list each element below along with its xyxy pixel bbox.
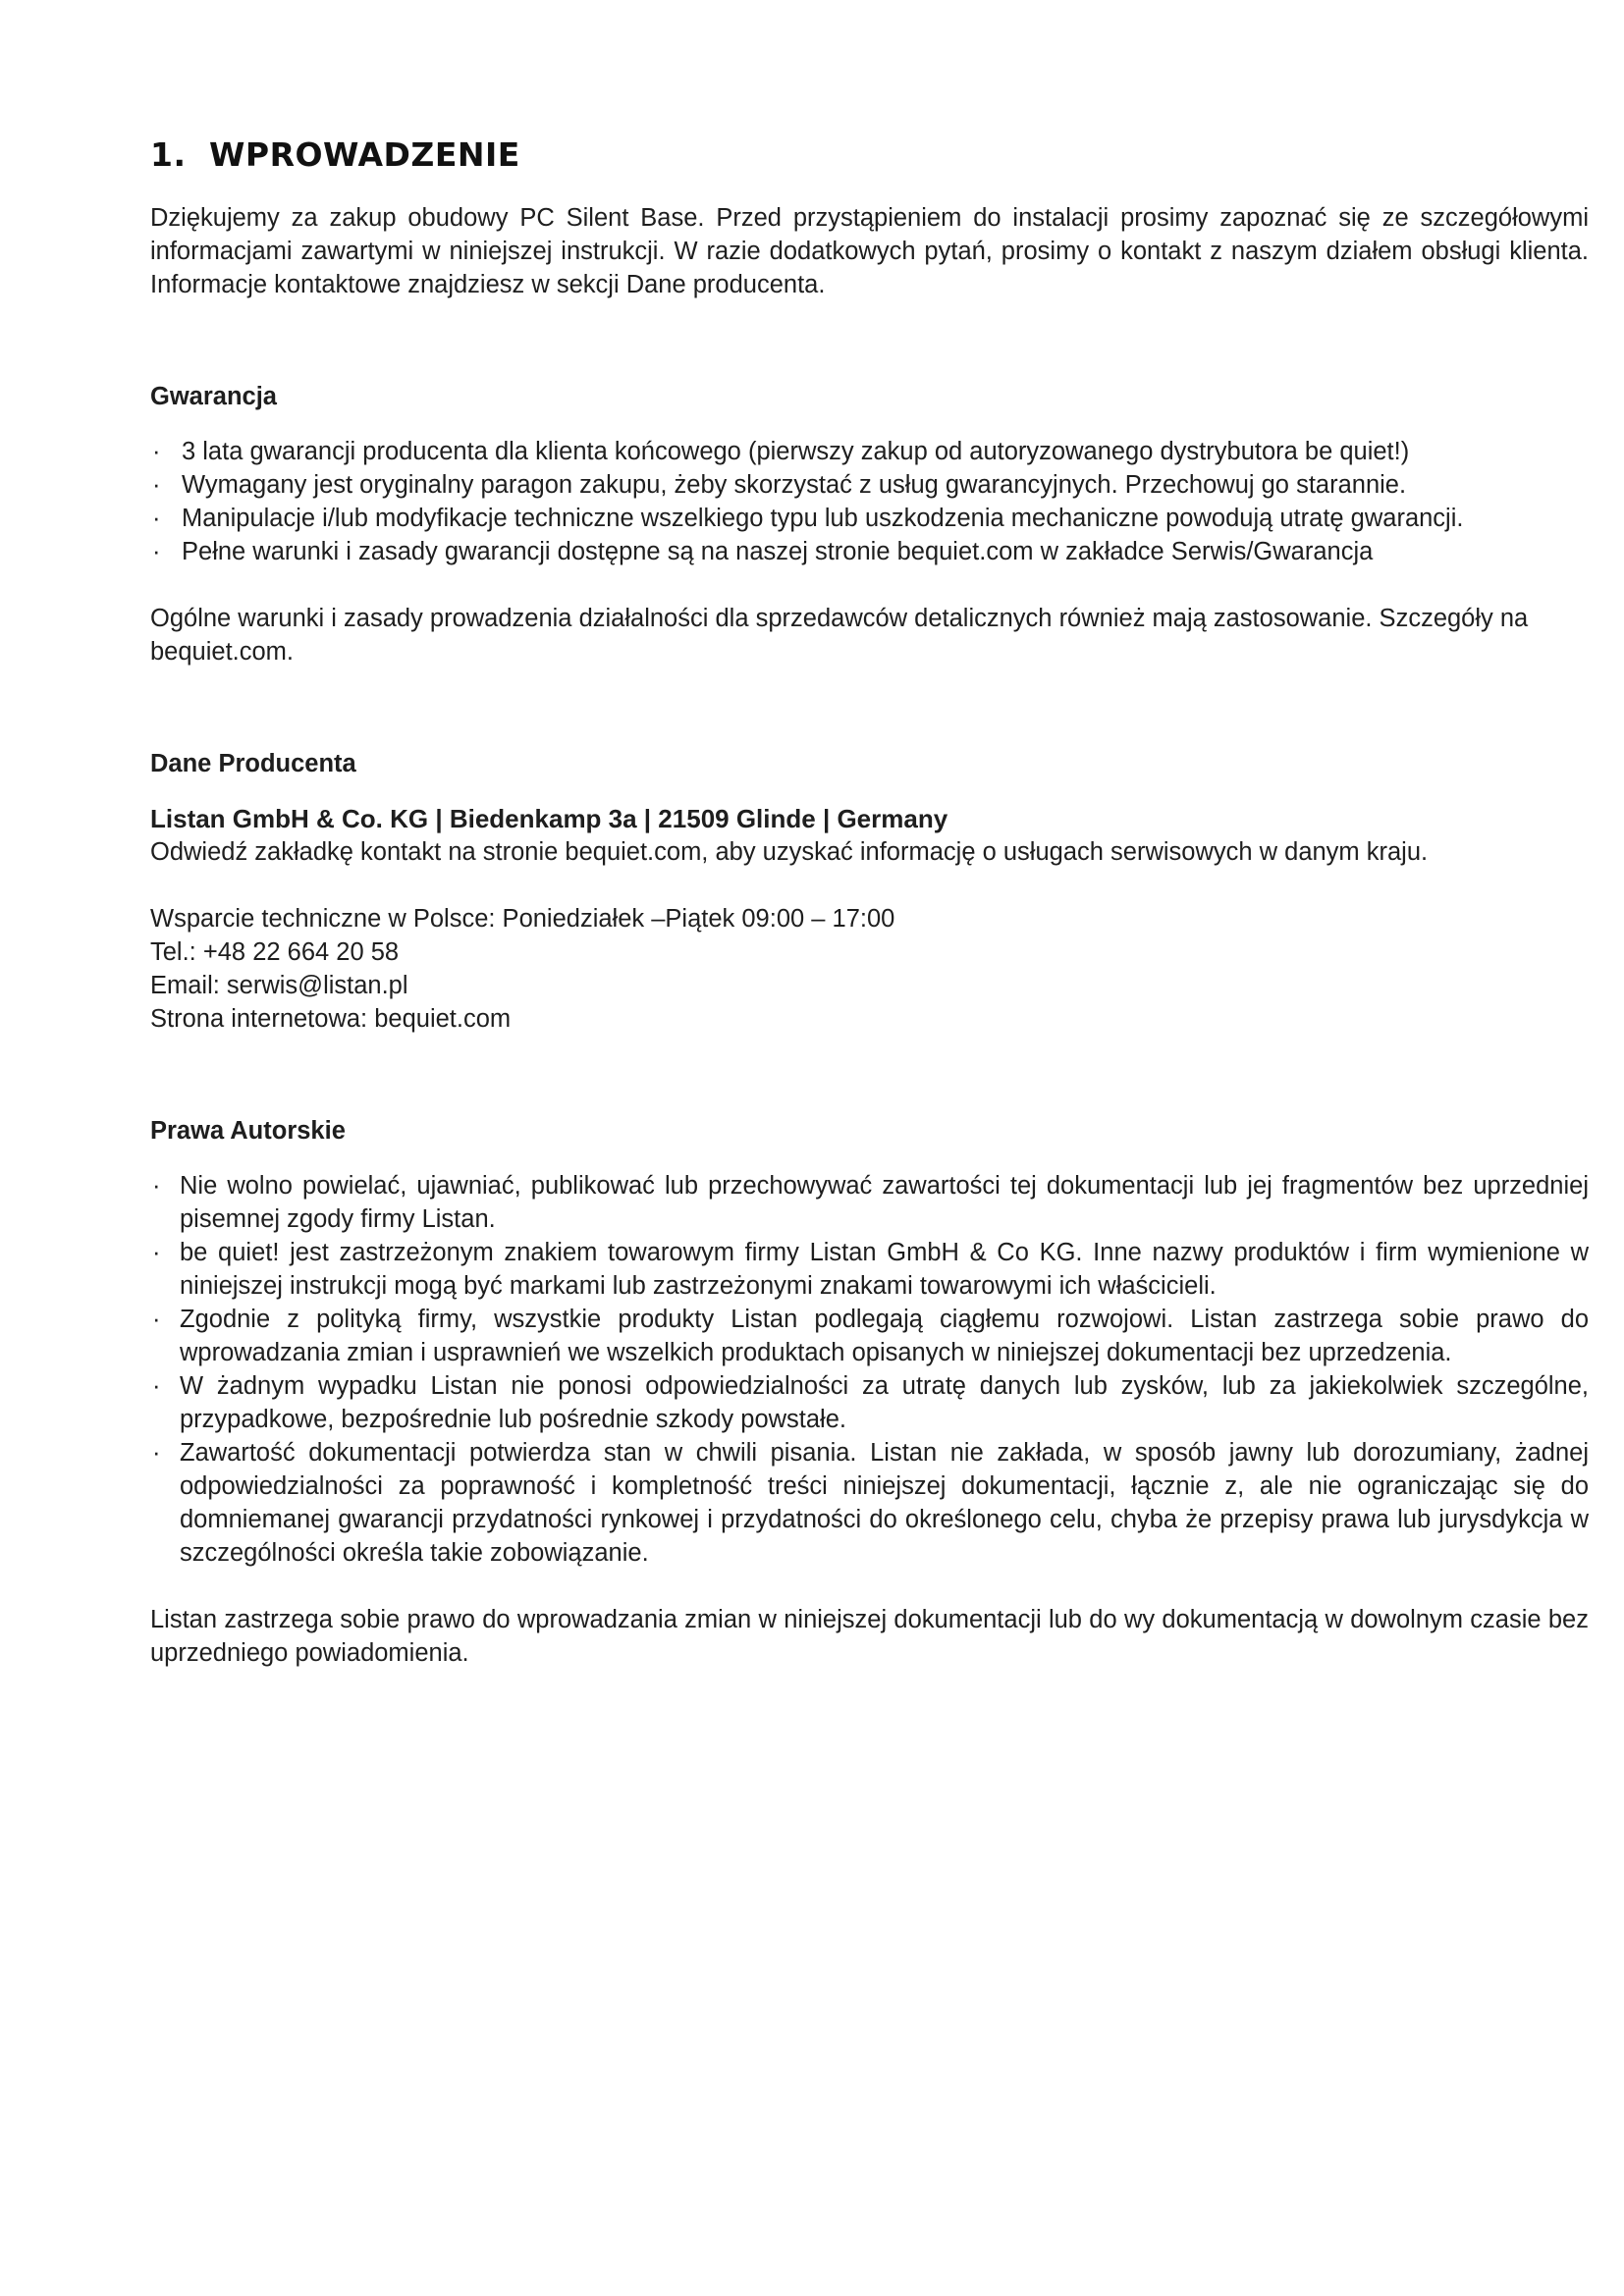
warranty-terms: Ogólne warunki i zasady prowadzenia działalności dla sprzedawców detalicznych również mają zastosowanie. Szczegóły na bequiet.com. bbox=[150, 605, 1529, 666]
warranty-heading: Gwarancja bbox=[150, 383, 277, 410]
list-item: · W żadnym wypadku Listan nie ponosi odpowiedzialności za utratę danych lub zysków, lub za jakiekolwiek szczególne, przypadkowe, bezpośrednie lub pośrednie szkody powstałe. bbox=[150, 1369, 1589, 1436]
copyright-list bbox=[150, 1169, 1589, 1570]
list-item: · be quiet! jest zastrzeżonym znakiem towarowym firmy Listan GmbH & Co KG. Inne nazwy produktów i firm wymienione w niniejszej instrukcji mogą być markami lub zastrzeżonymi znakami towarowymi ich właścicieli. bbox=[150, 1236, 1589, 1303]
list-item: · Wymagany jest oryginalny paragon zakupu, żeby skorzystać z usług gwarancyjnych. Przechowuj go starannie. bbox=[150, 468, 1589, 502]
list-item: · Zgodnie z polityką firmy, wszystkie produkty Listan podlegają ciągłemu rozwojowi. Listan zastrzega sobie prawo do wprowadzania zmian i usprawnień we wszelkich produktach opisanych w niniejszej dokumentacji bez uprzedzenia. bbox=[150, 1303, 1589, 1369]
list-item: · Nie wolno powielać, ujawniać, publikować lub przechowywać zawartości tej dokumentacji lub jej fragmentów bez uprzedniej pisemnej zgody firmy Listan. bbox=[150, 1169, 1589, 1236]
list-item: · Manipulacje i/lub modyfikacje techniczne wszelkiego typu lub uszkodzenia mechaniczne powodują utratę gwarancji. bbox=[150, 502, 1589, 535]
chapter-number: 1. bbox=[150, 135, 187, 174]
list-item: · Zawartość dokumentacji potwierdza stan w chwili pisania. Listan nie zakłada, w sposób jawny lub dorozumiany, żadnej odpowiedzialności za poprawność i kompletność treści niniejszej dokumentacji, łącznie z, ale nie ograniczając się do domniemanej gwarancji przydatności rynkowej i przydatności do określonego celu, chyba że przepisy prawa lub jurysdykcja w szczególności określa takie zobowiązanie. bbox=[150, 1436, 1589, 1570]
support-hours: Wsparcie techniczne w Polsce: Poniedziałek –Piątek 09:00 – 17:00 bbox=[150, 905, 895, 933]
support-phone: Tel.: +48 22 664 20 58 bbox=[150, 938, 400, 966]
warranty-list bbox=[150, 435, 1589, 568]
support-email: Email: serwis@listan.pl bbox=[150, 972, 408, 999]
copyright-heading: Prawa Autorskie bbox=[150, 1117, 346, 1145]
chapter-title-text: WPROWADZENIE bbox=[209, 135, 520, 174]
list-item: · 3 lata gwarancji producenta dla klienta końcowego (pierwszy zakup od autoryzowanego dystrybutora be quiet!) bbox=[150, 435, 1589, 468]
manufacturer-heading: Dane Producenta bbox=[150, 750, 356, 777]
document-page bbox=[150, 135, 1589, 1670]
intro-paragraph: Dziękujemy za zakup obudowy PC Silent Base. Przed przystąpieniem do instalacji prosimy zapoznać się ze szczegółowymi informacjami zawartymi w niniejszej instrukcji. W razie dodatkowych pytań, prosimy o kontakt z naszym działem obsługi klienta. Informacje kontaktowe znajdziesz w sekcji Dane producenta. bbox=[150, 204, 1589, 298]
support-website: Strona internetowa: bequiet.com bbox=[150, 1005, 512, 1033]
copyright-closing: Listan zastrzega sobie prawo do wprowadzania zmian w niniejszej dokumentacji lub do wy dokumentacją w dowolnym czasie bez uprzedniego powiadomienia. bbox=[150, 1606, 1589, 1667]
manufacturer-visit: Odwiedź zakładkę kontakt na stronie bequiet.com, aby uzyskać informację o usługach serwisowych w danym kraju. bbox=[150, 838, 1429, 866]
chapter-title bbox=[150, 135, 1589, 174]
list-item: · Pełne warunki i zasady gwarancji dostępne są na naszej stronie bequiet.com w zakładce Serwis/Gwarancja bbox=[150, 535, 1589, 568]
company-address: Listan GmbH & Co. KG | Biedenkamp 3a | 21509 Glinde | Germany bbox=[150, 804, 948, 833]
